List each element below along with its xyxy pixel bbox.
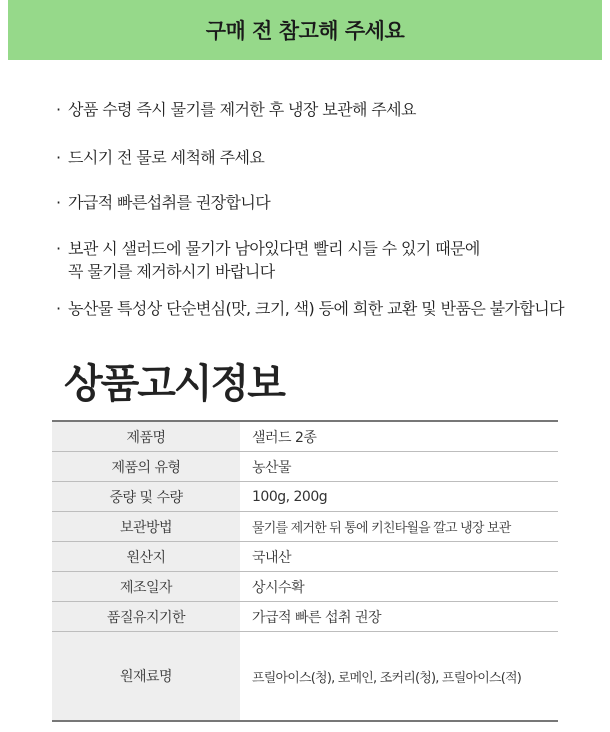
notice-text-continued: 꼭 물기를 제거하시기 바랍니다 [68,262,275,281]
table-row [52,421,558,452]
notice-item [56,297,564,320]
row-label: 중량 및 수량 [52,482,240,512]
bullet-dot: · [56,148,61,167]
notice-text: 상품 수령 즉시 물기를 제거한 후 냉장 보관해 주세요 [68,100,416,119]
bullet-dot: · [56,193,61,212]
notice-item [56,191,270,214]
table-row [52,512,558,542]
notice-banner [8,0,602,60]
bullet-dot: · [56,239,61,258]
row-label: 제조일자 [52,572,240,602]
row-value: 샐러드 2종 [240,421,558,452]
table-row [52,452,558,482]
row-value: 농산물 [240,452,558,482]
notice-item [56,237,480,283]
banner-title: 구매 전 참고해 주세요 [205,19,405,43]
row-value: 국내산 [240,542,558,572]
notice-item [56,98,416,121]
bullet-dot: · [56,100,61,119]
row-label: 제품의 유형 [52,452,240,482]
notice-text: 보관 시 샐러드에 물기가 남아있다면 빨리 시들 수 있기 때문에 [68,239,480,258]
notice-text: 가급적 빠른섭취를 권장합니다 [68,193,271,212]
product-info-table [52,420,558,722]
row-label: 원재료명 [52,632,240,722]
notice-text: 농산물 특성상 단순변심(맛, 크기, 색) 등에 희한 교환 및 반품은 불가합니다 [68,299,564,318]
table-row [52,602,558,632]
table-row [52,542,558,572]
row-value: 물기를 제거한 뒤 통에 키친타월을 깔고 냉장 보관 [240,512,558,542]
row-label: 보관방법 [52,512,240,542]
row-label: 원산지 [52,542,240,572]
notice-item [56,146,264,169]
table-row [52,632,558,722]
row-value: 가급적 빠른 섭취 권장 [240,602,558,632]
row-value: 100g, 200g [240,482,558,512]
table-row [52,572,558,602]
row-value: 상시수확 [240,572,558,602]
row-label: 제품명 [52,421,240,452]
row-value: 프릴아이스(청), 로메인, 조커리(청), 프릴아이스(적) [240,632,558,722]
bullet-dot: · [56,299,61,318]
row-label: 품질유지기한 [52,602,240,632]
notice-text: 드시기 전 물로 세척해 주세요 [68,148,265,167]
table-row [52,482,558,512]
section-title: 상품고시정보 [64,361,284,407]
